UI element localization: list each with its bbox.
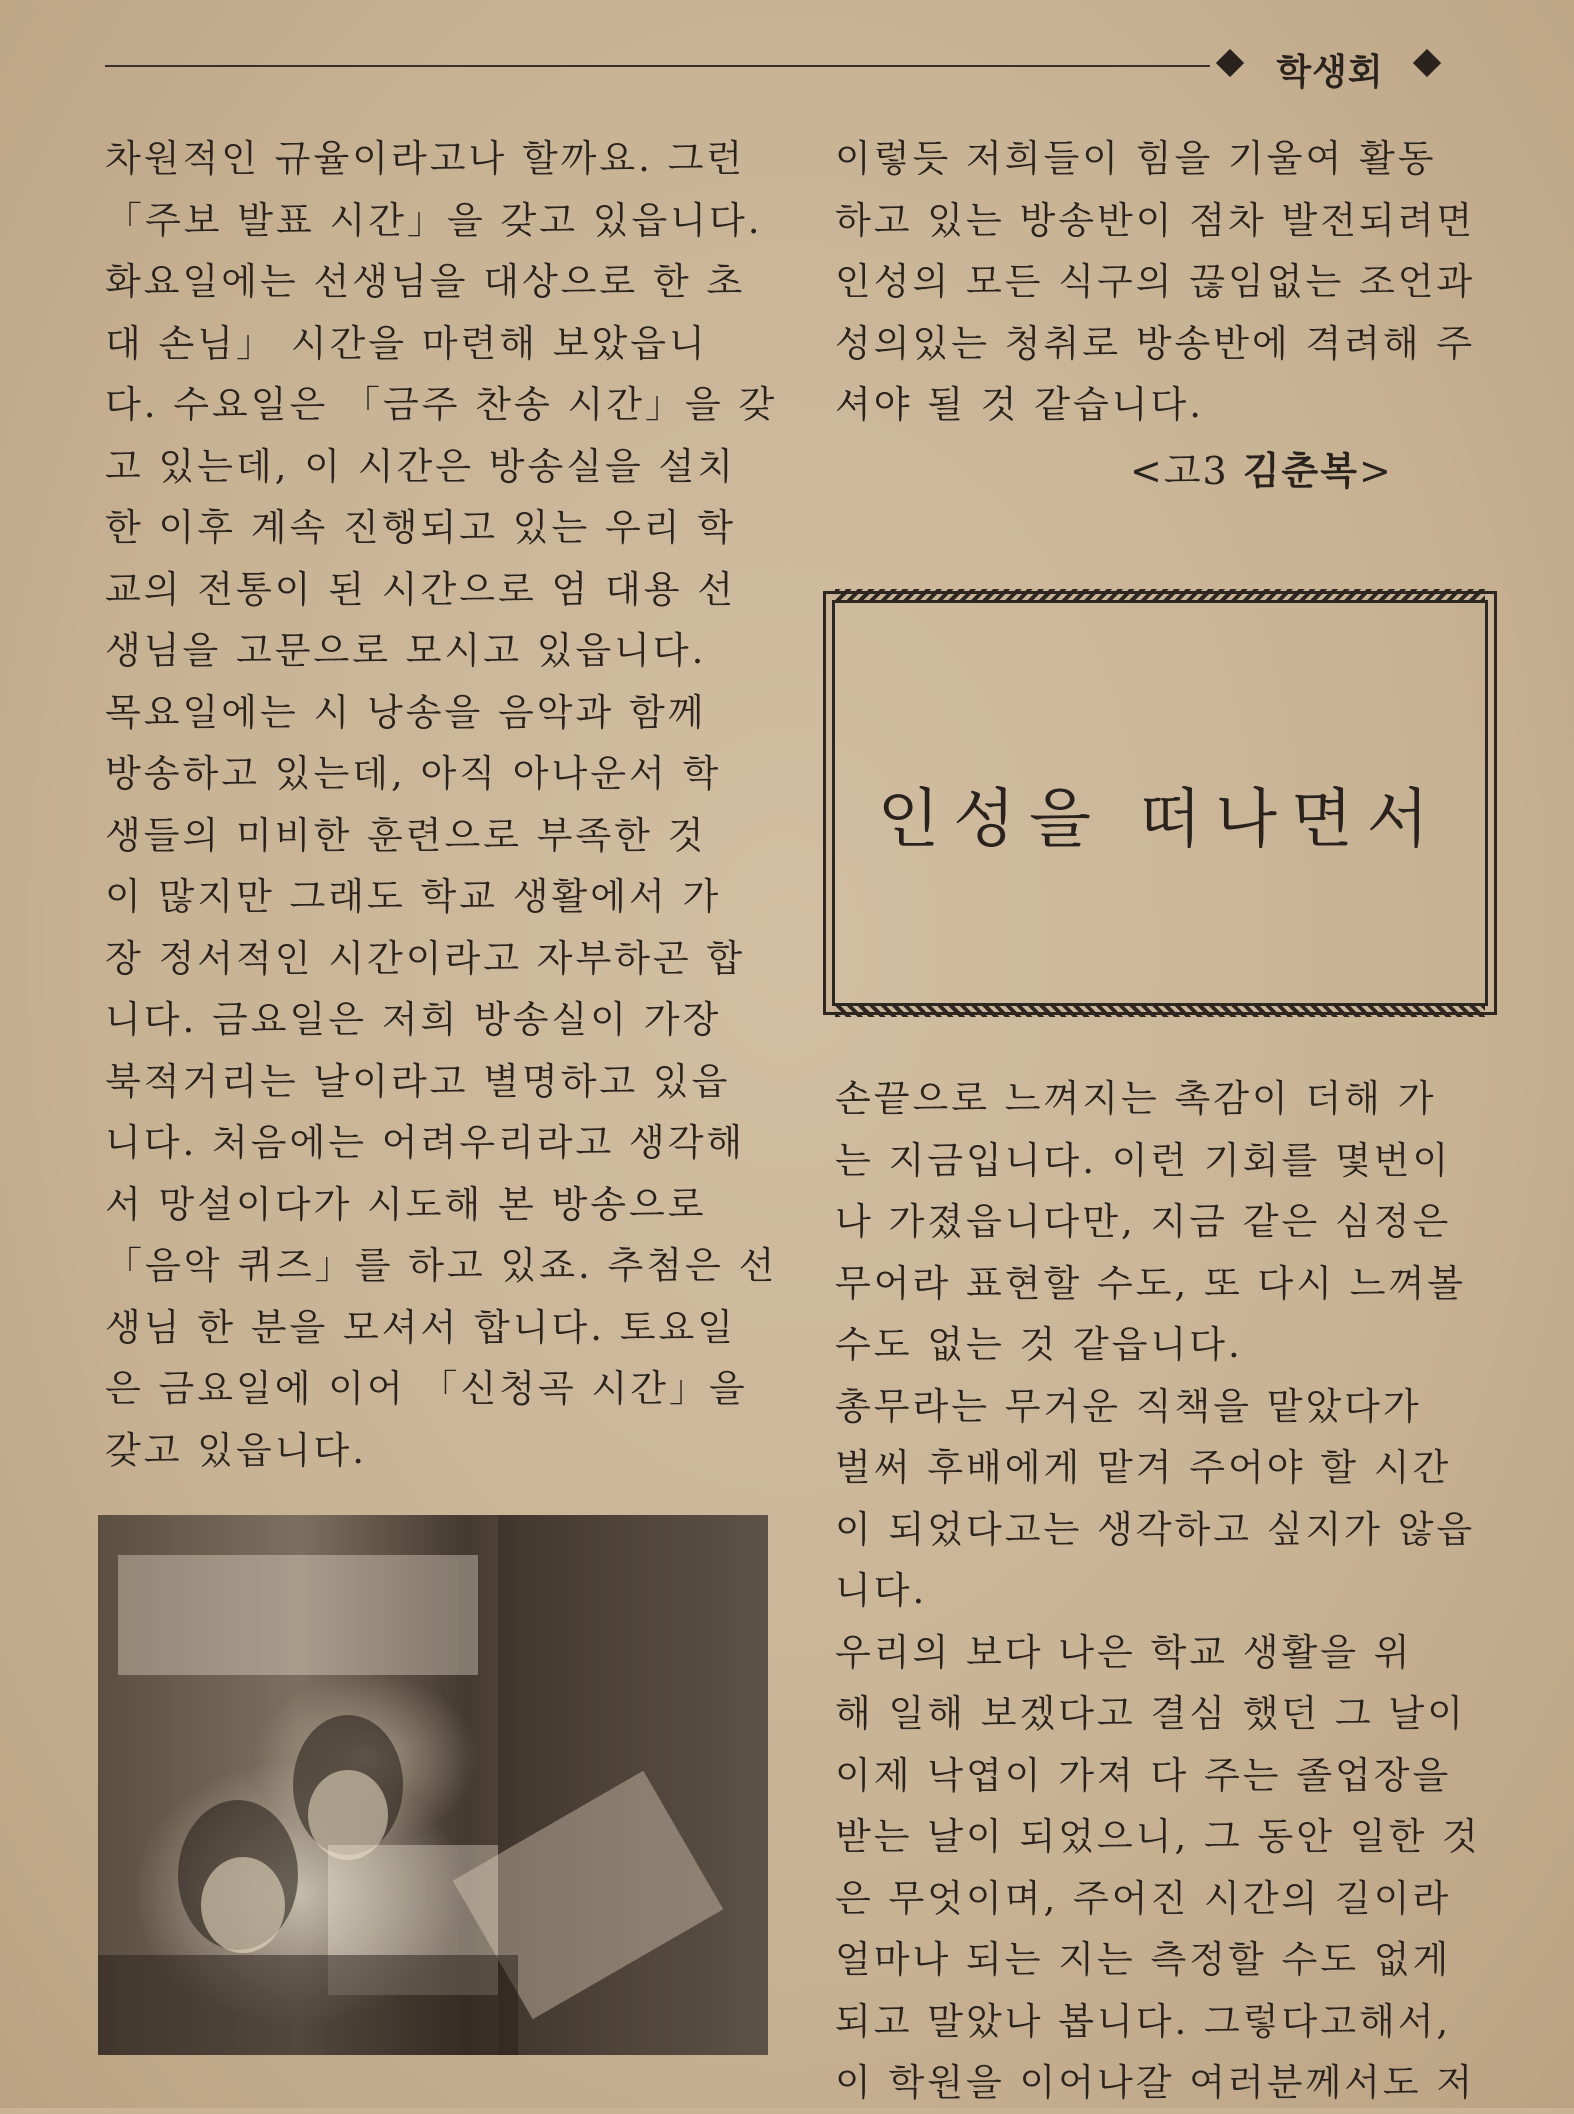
text-line: 「주보 발표 시간」을 갖고 있읍니다. <box>105 198 763 242</box>
text-line: 장 정서적인 시간이라고 자부하곤 합 <box>105 936 746 980</box>
text-line: 한 이후 계속 진행되고 있는 우리 학 <box>105 506 736 549</box>
text-line: 니다. <box>835 1569 928 1612</box>
header-rule <box>105 65 1210 67</box>
text-line: 손끝으로 느껴지는 촉감이 더해 가 <box>835 1077 1437 1120</box>
diamond-bullet-icon <box>1216 49 1244 77</box>
text-line: 는 지금입니다. 이런 기회를 몇번이 <box>835 1138 1452 1182</box>
text-line: 이렇듯 저희들이 힘을 기울여 활동 <box>835 137 1437 180</box>
text-line: 이 되었다고는 생각하고 싶지가 않읍 <box>835 1507 1476 1551</box>
text-line: 하고 있는 방송반이 점차 발전되려면 <box>835 198 1476 242</box>
text-line: 해 일해 보겠다고 결심 했던 그 날이 <box>835 1692 1466 1735</box>
text-line: 인성의 모든 식구의 끊임없는 조언과 <box>835 260 1476 303</box>
text-line: 갖고 있읍니다. <box>105 1428 367 1472</box>
text-line: 북적거리는 날이라고 별명하고 있읍 <box>105 1059 731 1103</box>
text-line: 교의 전통이 된 시간으로 엄 대용 선 <box>105 567 736 611</box>
text-line: 방송하고 있는데, 아직 아나운서 학 <box>105 752 722 795</box>
zigzag-border <box>835 589 1485 601</box>
page-header <box>105 40 1445 93</box>
author-signature <box>1130 440 1393 495</box>
text-line: 목요일에는 시 낭송을 음악과 함께 <box>105 690 707 734</box>
text-line: 니다. 처음에는 어려우리라고 생각해 <box>105 1121 746 1164</box>
author-name: 김춘복 <box>1242 449 1359 493</box>
photo-illustration <box>98 1515 768 2055</box>
article-title: 인성을 떠나면서 <box>877 783 1443 857</box>
text-line: 벌써 후배에게 맡겨 주어야 할 시간 <box>835 1446 1452 1489</box>
text-line: 화요일에는 선생님을 대상으로 한 초 <box>105 260 746 303</box>
zigzag-border <box>835 1005 1485 1017</box>
text-line: 받는 날이 되었으니, 그 동안 일한 것 <box>835 1815 1481 1858</box>
text-line: 「음악 퀴즈」를 하고 있죠. 추첨은 선 <box>105 1244 778 1287</box>
text-line: 우리의 보다 나은 학교 생활을 위 <box>835 1630 1413 1674</box>
text-line: 이제 낙엽이 가져 다 주는 졸업장을 <box>835 1753 1452 1797</box>
text-line: 니다. 금요일은 저희 방송실이 가장 <box>105 998 722 1041</box>
text-line: 이 많지만 그래도 학교 생활에서 가 <box>105 875 722 918</box>
text-line: 대 손님」 시간을 마련해 보았읍니 <box>105 321 708 365</box>
section-title: 학생회 <box>1276 52 1384 93</box>
article-title-box <box>832 600 1488 1006</box>
text-line: 성의있는 청취로 방송반에 격려해 주 <box>835 321 1476 365</box>
article-body <box>835 1068 1495 2114</box>
text-line: 셔야 될 것 같습니다. <box>835 383 1204 426</box>
text-line: 다. 수요일은 「금주 찬송 시간」을 갖 <box>105 383 778 426</box>
right-top-text <box>835 128 1495 436</box>
text-line: 고 있는데, 이 시간은 방송실을 설치 <box>105 444 736 488</box>
text-line: 은 금요일에 이어 「신청곡 시간」을 <box>105 1367 748 1410</box>
left-column-text <box>105 128 778 1481</box>
text-line: 은 무엇이며, 주어진 시간의 길이라 <box>835 1876 1452 1920</box>
signature-prefix: <고3 <box>1130 449 1243 493</box>
text-line: 서 망설이다가 시도해 본 방송으로 <box>105 1182 707 1226</box>
text-line: 생들의 미비한 훈련으로 부족한 것 <box>105 813 707 857</box>
diamond-bullet-icon <box>1413 49 1441 77</box>
text-line: 차원적인 규율이라고나 할까요. 그런 <box>105 137 746 180</box>
signature-suffix: > <box>1358 449 1393 493</box>
text-line: 생님을 고문으로 모시고 있읍니다. <box>105 629 707 672</box>
text-line: 총무라는 무거운 직책을 맡았다가 <box>835 1384 1422 1428</box>
text-line: 이 학원을 이어나갈 여러분께서도 저 <box>835 2061 1476 2104</box>
text-line: 얼마나 되는 지는 측정할 수도 없게 <box>835 1938 1452 1981</box>
text-line: 수도 없는 것 같읍니다. <box>835 1323 1243 1366</box>
text-line: 되고 말았나 봅니다. 그렇다고해서, <box>835 1999 1452 2043</box>
text-line: 무어라 표현할 수도, 또 다시 느껴볼 <box>835 1261 1466 1305</box>
broadcast-room-photo <box>98 1515 768 2055</box>
text-line: 나 가졌읍니다만, 지금 같은 심정은 <box>835 1200 1452 1243</box>
text-line: 생님 한 분을 모셔서 합니다. 토요일 <box>105 1305 736 1349</box>
